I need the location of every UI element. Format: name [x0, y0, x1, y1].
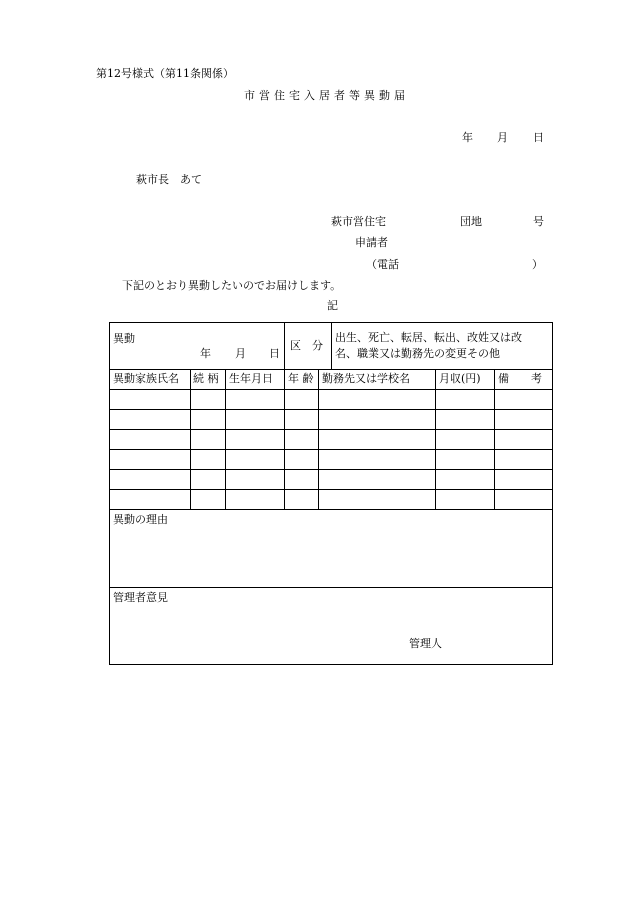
- reason-label: 異動の理由: [113, 513, 168, 526]
- page-title: 市営住宅入居者等異動届: [244, 89, 409, 102]
- danchi-label: 団地: [460, 215, 482, 228]
- addressee: 萩市長 あて: [136, 173, 202, 186]
- col-header-remarks: 備 考: [498, 372, 542, 385]
- row-line: [109, 429, 553, 430]
- applicant-label: 申請者: [355, 236, 388, 249]
- intro-text: 下記のとおり異動したいのでお届けします。: [122, 279, 342, 292]
- col-header-income: 月収(円): [439, 372, 481, 385]
- col-line: [494, 369, 495, 509]
- ki-label: 記: [327, 299, 338, 312]
- date-month: 月: [497, 131, 508, 144]
- row-line: [109, 489, 553, 490]
- manager-opinion-label: 管理者意見: [113, 591, 168, 604]
- form-number: 第12号様式（第11条関係）: [96, 67, 234, 80]
- col-line: [331, 322, 332, 369]
- gou-label: 号: [533, 215, 544, 228]
- row-line: [109, 509, 553, 510]
- col-line: [318, 369, 319, 509]
- col-header-relation: 続 柄: [193, 372, 219, 385]
- col-header-birthdate: 生年月日: [229, 372, 273, 385]
- row-line: [109, 469, 553, 470]
- row-line: [109, 449, 553, 450]
- row-line: [109, 587, 553, 588]
- col-header-age: 年 齢: [288, 372, 314, 385]
- ido-year: 年: [200, 347, 211, 360]
- kubun-desc-line1: 出生、死亡、転居、転出、改姓又は改: [335, 331, 522, 344]
- manager-label: 管理人: [409, 637, 442, 650]
- kubun-desc-line2: 名、職業又は勤務先の変更その他: [335, 347, 500, 360]
- col-line: [435, 369, 436, 509]
- date-year: 年: [462, 131, 473, 144]
- date-day: 日: [533, 131, 544, 144]
- ido-label: 異動: [113, 332, 135, 345]
- ido-day: 日: [269, 347, 280, 360]
- phone-close: ）: [532, 258, 543, 271]
- row-line: [109, 369, 553, 370]
- address-prefix: 萩市営住宅: [331, 215, 386, 228]
- row-line: [109, 389, 553, 390]
- col-header-workplace: 勤務先又は学校名: [322, 372, 410, 385]
- col-line: [284, 322, 285, 369]
- col-line: [190, 369, 191, 509]
- col-header-name: 異動家族氏名: [113, 372, 179, 385]
- col-line: [225, 369, 226, 509]
- ido-month: 月: [235, 347, 246, 360]
- row-line: [109, 409, 553, 410]
- col-line: [284, 369, 285, 509]
- phone-open: （電話: [366, 258, 399, 271]
- kubun-label: 区 分: [290, 339, 323, 352]
